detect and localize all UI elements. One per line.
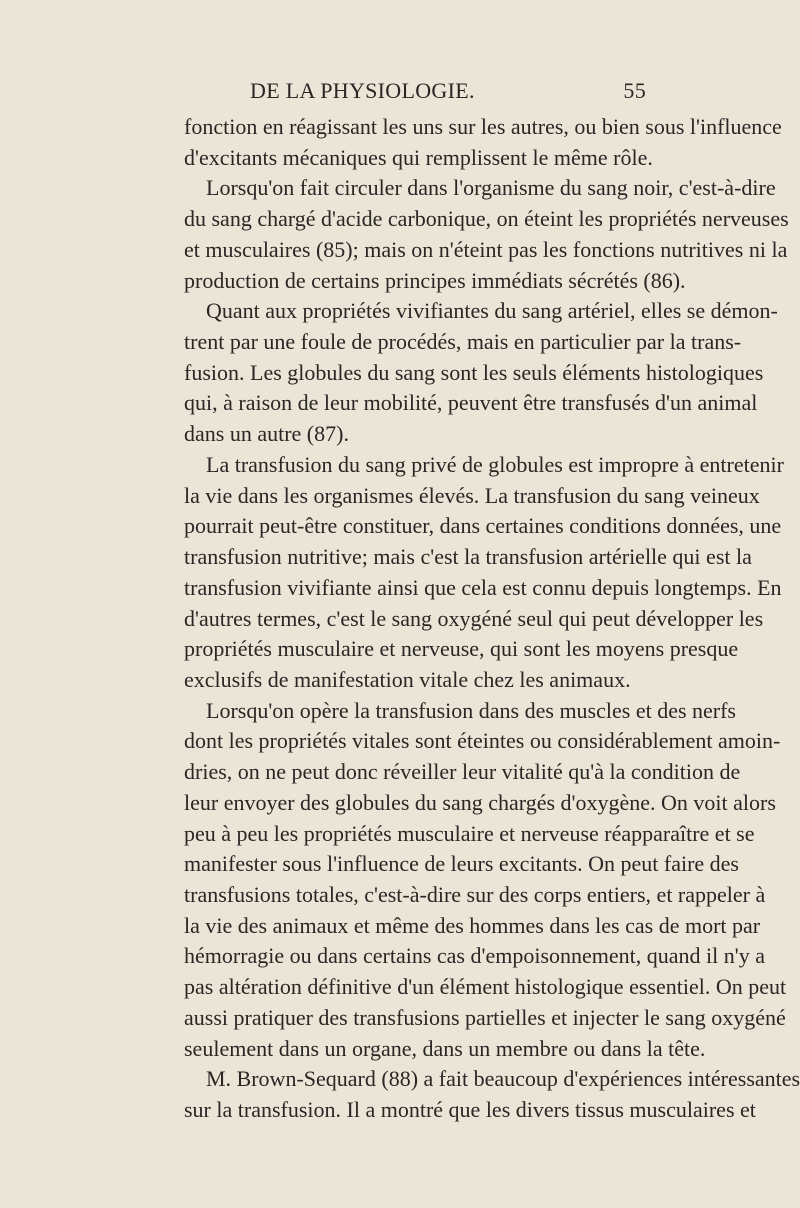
text-line: fonction en réagissant les uns sur les autres, ou bien sous l'influence <box>184 114 782 139</box>
text-line: la vie dans les organismes élevés. La transfusion du sang veineux <box>184 482 760 508</box>
text-line: aussi pratiquer des transfusions partielles et injecter le sang oxygéné <box>184 1004 786 1030</box>
text-line: fusion. Les globules du sang sont les seuls éléments histologiques <box>184 359 764 385</box>
text-line: sur la transfusion. Il a montré que les divers tissus musculaires et <box>184 1097 756 1122</box>
text-line: exclusifs de manifestation vitale chez les animaux. <box>184 666 631 692</box>
running-title: DE LA PHYSIOLOGIE. <box>250 78 475 103</box>
text-line: hémorragie ou dans certains cas d'empoisonnement, quand il n'y a <box>184 943 765 969</box>
text-line: d'autres termes, c'est le sang oxygéné seul qui peut développer les <box>184 605 764 631</box>
text-line: du sang chargé d'acide carbonique, on éteint les propriétés nerveuses <box>184 206 789 232</box>
text-line: La transfusion du sang privé de globules est impropre à entretenir <box>206 451 784 477</box>
text-line: transfusion nutritive; mais c'est la transfusion artérielle qui est la <box>184 544 752 570</box>
text-line: peu à peu les propriétés musculaire et nerveuse réapparaître et se <box>184 820 755 846</box>
text-line: production de certains principes immédiats sécrétés (86). <box>184 267 686 293</box>
text-line: transfusions totales, c'est-à-dire sur des corps entiers, et rappeler à <box>184 881 766 907</box>
text-line: la vie des animaux et même des hommes dans les cas de mort par <box>184 912 761 938</box>
text-line: et musculaires (85); mais on n'éteint pas les fonctions nutritives ni la <box>184 236 788 262</box>
body-text <box>184 112 800 1126</box>
running-header <box>250 78 646 108</box>
text-line: Lorsqu'on fait circuler dans l'organisme du sang noir, c'est-à-dire <box>206 175 776 201</box>
text-line: manifester sous l'influence de leurs excitants. On peut faire des <box>184 851 739 877</box>
text-line: dries, on ne peut donc réveiller leur vitalité qu'à la condition de <box>184 759 741 785</box>
text-line: qui, à raison de leur mobilité, peuvent être transfusés d'un animal <box>184 390 758 416</box>
text-line: d'excitants mécaniques qui remplissent le même rôle. <box>184 144 653 170</box>
text-line: leur envoyer des globules du sang chargés d'oxygène. On voit alors <box>184 789 776 815</box>
text-line: dans un autre (87). <box>184 421 349 447</box>
text-line: M. Brown-Sequard (88) a fait beaucoup d'expériences intéressantes <box>206 1066 800 1092</box>
text-line: trent par une foule de procédés, mais en particulier par la trans- <box>184 329 742 355</box>
text-line: propriétés musculaire et nerveuse, qui sont les moyens presque <box>184 636 739 662</box>
text-line: dont les propriétés vitales sont éteintes ou considérablement amoin- <box>184 728 781 754</box>
text-line: pourrait peut-être constituer, dans certaines conditions données, une <box>184 513 782 539</box>
text-line: Lorsqu'on opère la transfusion dans des muscles et des nerfs <box>206 697 736 723</box>
text-line: seulement dans un organe, dans un membre ou dans la tête. <box>184 1035 706 1061</box>
text-line: pas altération définitive d'un élément histologique essentiel. On peut <box>184 974 787 1000</box>
text-line: transfusion vivifiante ainsi que cela est connu depuis longtemps. En <box>184 574 782 600</box>
text-line: Quant aux propriétés vivifiantes du sang artériel, elles se démon- <box>206 298 778 324</box>
page-number: 55 <box>623 78 646 103</box>
